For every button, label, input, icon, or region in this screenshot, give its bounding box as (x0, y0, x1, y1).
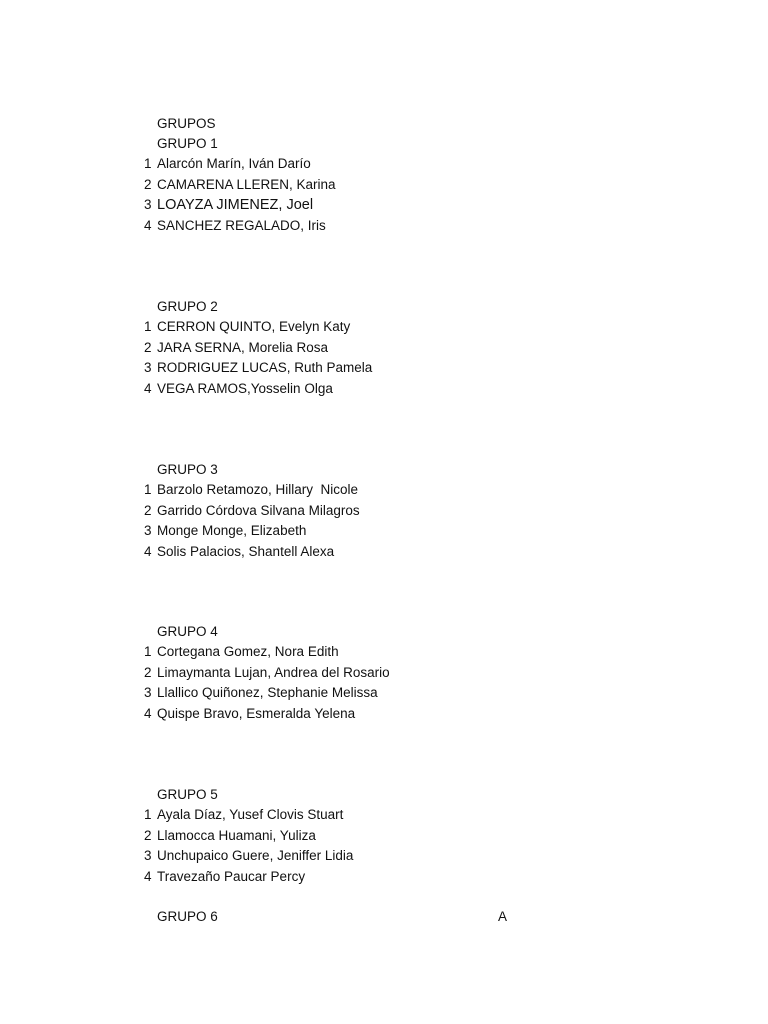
member-name: LOAYZA JIMENEZ, Joel (157, 197, 314, 214)
list-item (144, 846, 544, 866)
member-name: CAMARENA LLEREN, Karina (157, 176, 336, 192)
clipped-text-fragment: A (498, 909, 508, 924)
document-title: GRUPOS (157, 116, 216, 131)
list-item (144, 542, 544, 562)
group-2 (144, 297, 544, 399)
group-4 (144, 622, 544, 724)
item-number: 1 (144, 807, 152, 823)
item-number: 3 (144, 848, 152, 864)
group-heading: GRUPO 1 (157, 136, 218, 151)
member-name: SANCHEZ REGALADO, Iris (157, 217, 326, 233)
list-item (144, 683, 544, 703)
member-name: Llamocca Huamani, Yuliza (157, 827, 316, 843)
list-item (144, 501, 544, 521)
list-item (144, 480, 544, 500)
member-name: CERRON QUINTO, Evelyn Katy (157, 319, 351, 335)
group-6 (144, 907, 544, 927)
list-item (144, 663, 544, 683)
item-number: 4 (144, 705, 152, 721)
group-3 (144, 460, 544, 562)
member-name: Unchupaico Guere, Jeniffer Lidia (157, 848, 354, 864)
group-heading: GRUPO 3 (157, 462, 218, 477)
group-heading: GRUPO 2 (157, 299, 218, 314)
item-number: 4 (144, 868, 152, 884)
item-number: 3 (144, 685, 152, 701)
member-name: Limaymanta Lujan, Andrea del Rosario (157, 664, 390, 680)
member-name: Ayala Díaz, Yusef Clovis Stuart (157, 807, 344, 823)
item-number: 1 (144, 156, 152, 172)
item-number: 4 (144, 380, 152, 396)
list-item (144, 379, 544, 399)
member-name: RODRIGUEZ LUCAS, Ruth Pamela (157, 360, 373, 376)
item-number: 4 (144, 217, 152, 233)
group-1 (144, 134, 544, 236)
member-name: Garrido Córdova Silvana Milagros (157, 502, 360, 518)
group-heading: GRUPO 6 (157, 909, 218, 924)
item-number: 3 (144, 360, 152, 376)
member-name: VEGA RAMOS,Yosselin Olga (157, 380, 333, 396)
member-name: Alarcón Marín, Iván Darío (157, 156, 311, 172)
list-item (144, 175, 544, 195)
member-name: Barzolo Retamozo, Hillary Nicole (157, 482, 359, 498)
list-item (144, 704, 544, 724)
item-number: 4 (144, 543, 152, 559)
item-number: 1 (144, 482, 152, 498)
list-item (144, 338, 544, 358)
item-number: 2 (144, 339, 152, 355)
list-item (144, 805, 544, 825)
list-item (144, 317, 544, 337)
member-name: Travezaño Paucar Percy (157, 868, 306, 884)
member-name: Quispe Bravo, Esmeralda Yelena (157, 705, 356, 721)
item-number: 2 (144, 664, 152, 680)
item-number: 3 (144, 523, 152, 539)
list-item (144, 216, 544, 236)
member-name: Cortegana Gomez, Nora Edith (157, 644, 339, 660)
list-item (144, 195, 544, 215)
item-number: 1 (144, 319, 152, 335)
member-name: Monge Monge, Elizabeth (157, 523, 307, 539)
list-item (144, 154, 544, 174)
item-number: 2 (144, 827, 152, 843)
group-5 (144, 785, 544, 887)
list-item (144, 358, 544, 378)
member-name: JARA SERNA, Morelia Rosa (157, 339, 329, 355)
member-name: Solis Palacios, Shantell Alexa (157, 543, 335, 559)
list-item (144, 642, 544, 662)
group-heading: GRUPO 5 (157, 787, 218, 802)
group-heading: GRUPO 4 (157, 624, 218, 639)
list-item (144, 826, 544, 846)
item-number: 1 (144, 644, 152, 660)
list-item (144, 521, 544, 541)
member-name: Llallico Quiñonez, Stephanie Melissa (157, 685, 378, 701)
item-number: 3 (144, 197, 152, 213)
list-item (144, 867, 544, 887)
item-number: 2 (144, 502, 152, 518)
item-number: 2 (144, 176, 152, 192)
